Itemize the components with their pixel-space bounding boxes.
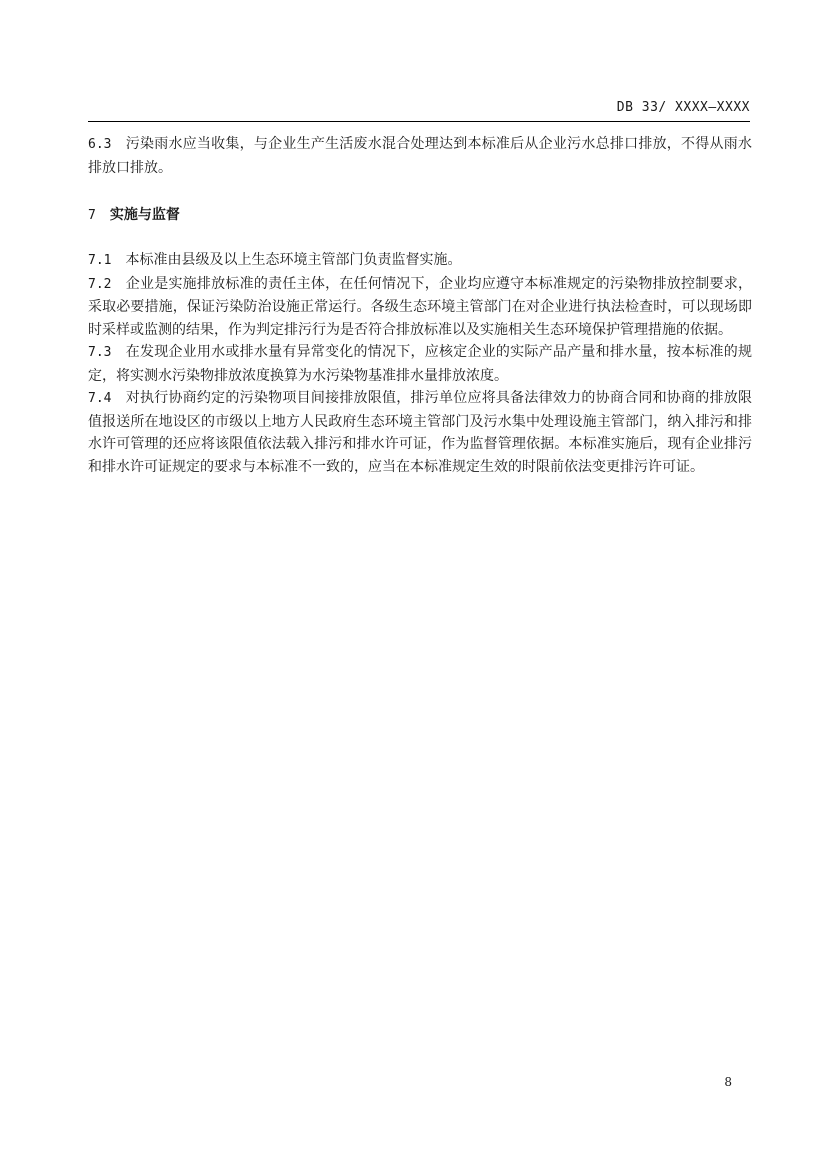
clause-number: 7.1 [88, 253, 112, 268]
document-code: DB 33/ XXXX—XXXX [616, 100, 750, 115]
clause-7-2 [88, 273, 752, 342]
document-body [88, 133, 752, 478]
clause-6-3 [88, 133, 752, 179]
page-number: 8 [724, 1075, 732, 1089]
clause-text: 污染雨水应当收集，与企业生产生活废水混合处理达到本标准后从企业污水总排口排放，不得从雨水排放口排放。 [88, 136, 752, 176]
section-number: 7 [88, 208, 96, 223]
clause-7-1 [88, 249, 752, 273]
section-title: 实施与监督 [109, 207, 180, 223]
clause-7-4 [88, 387, 752, 478]
clause-text: 本标准由县级及以上生态环境主管部门负责监督实施。 [125, 252, 462, 268]
clause-number: 7.2 [88, 276, 112, 292]
clause-7-3 [88, 341, 752, 387]
section-heading [88, 204, 752, 227]
clause-number: 6.3 [88, 137, 112, 152]
clause-number: 7.4 [88, 391, 112, 406]
header-rule [88, 121, 750, 122]
clause-number: 7.3 [88, 345, 112, 360]
clause-text: 在发现企业用水或排水量有异常变化的情况下，应核定企业的实际产品产量和排水量，按本标准的规定，将实测水污染物排放浓度换算为水污染物基准排水量排放浓度。 [88, 344, 752, 384]
clause-text: 企业是实施排放标准的责任主体，在任何情况下，企业均应遵守本标准规定的污染物排放控制要求，采取必要措施，保证污染防治设施正常运行。各级生态环境主管部门在对企业进行执法检查时，可以现场即时采样或监测的结果，作为判定排污行为是否符合排放标准以及实施相关生态环境保护管理措施的依据。 [88, 275, 752, 338]
clause-text: 对执行协商约定的污染物项目间接排放限值，排污单位应将具备法律效力的协商合同和协商的排放限值报送所在地设区的市级以上地方人民政府生态环境主管部门及污水集中处理设施主管部门，纳入排污和排水许可管理的还应将该限值依法载入排污和排水许可证，作为监督管理依据。本标准实施后，现有企业排污和排水许可证规定的要求与本标准不一致的，应当在本标准规定生效的时限前依法变更排污许可证。 [88, 390, 752, 475]
